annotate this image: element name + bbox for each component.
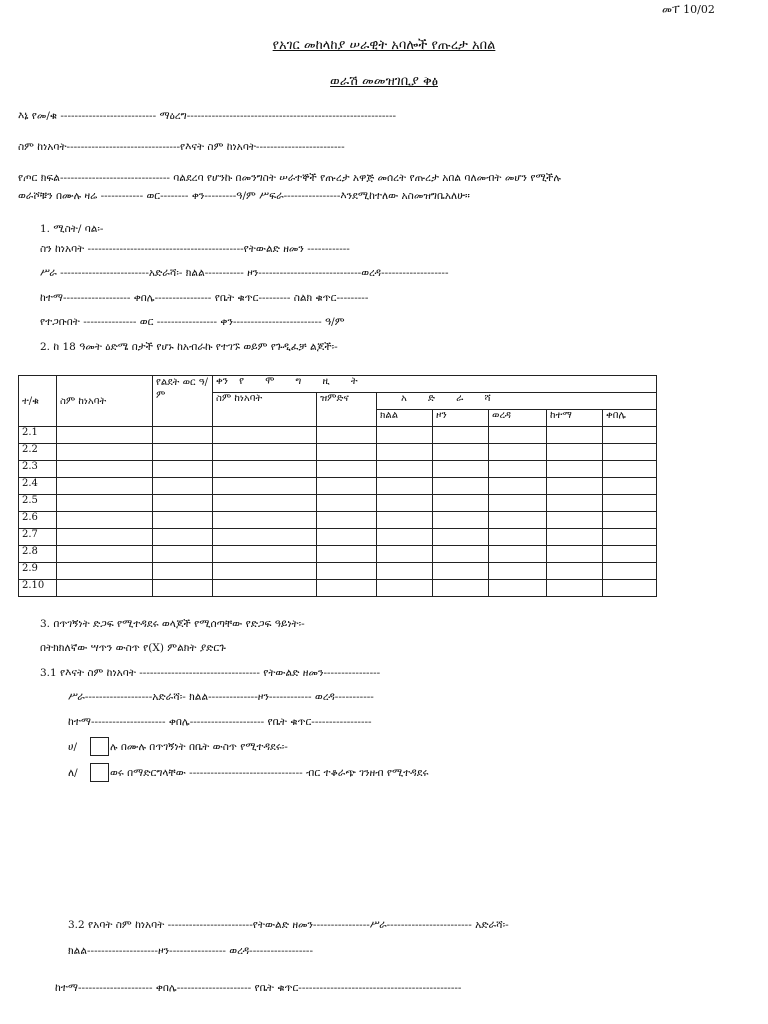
table-cell[interactable] — [377, 427, 433, 444]
table-cell[interactable] — [603, 546, 657, 563]
table-cell[interactable] — [57, 427, 153, 444]
table-cell[interactable] — [377, 580, 433, 597]
table-cell[interactable] — [377, 495, 433, 512]
table-cell[interactable] — [433, 444, 489, 461]
col-header-woreda: ወረዳ — [489, 410, 547, 427]
table-cell[interactable] — [603, 529, 657, 546]
row-number: 2.7 — [19, 529, 57, 546]
table-cell[interactable] — [547, 529, 603, 546]
table-cell[interactable] — [317, 461, 377, 478]
table-cell[interactable] — [57, 444, 153, 461]
option-a-prefix: ሀ/ — [68, 741, 78, 753]
col-header-no: ተ/ቁ — [19, 376, 57, 427]
section3-instruction: በትክክለኛው ሣጥን ውስጥ የ(X) ምልክት ያድርጉ — [40, 642, 226, 654]
row-number: 2.4 — [19, 478, 57, 495]
table-cell[interactable] — [547, 546, 603, 563]
table-cell[interactable] — [377, 546, 433, 563]
form-code: መፐ 10/02 — [662, 3, 715, 16]
option-b-checkbox[interactable] — [90, 763, 109, 782]
table-cell[interactable] — [317, 563, 377, 580]
table-cell[interactable] — [377, 478, 433, 495]
table-cell[interactable] — [213, 495, 317, 512]
spouse-line-4: የተጋቡበት --------------- ወር ----------------- ቀን------------------------- ዓ/ም — [40, 316, 345, 328]
table-cell[interactable] — [213, 512, 317, 529]
table-cell[interactable] — [433, 529, 489, 546]
mother-line-3: ከተማ--------------------- ቀበሌ--------------------- የቤት ቁጥር----------------- — [68, 716, 372, 728]
col-header-name: ስም ከነአባት — [57, 376, 153, 427]
table-cell[interactable] — [153, 580, 213, 597]
table-cell[interactable] — [317, 529, 377, 546]
birth-day-label: ቀን — [216, 376, 228, 387]
table-cell[interactable] — [603, 512, 657, 529]
col-header-kebele: ቀበሌ — [603, 410, 657, 427]
option-a-label: ሉ በሙሉ በጥገኝነት በቤት ውስጥ የሚተዳደሩ፡- — [110, 741, 288, 753]
table-cell[interactable] — [57, 461, 153, 478]
table-cell[interactable] — [57, 495, 153, 512]
col-header-birth: የልደት ወር ዓ/ም — [153, 376, 213, 427]
table-cell[interactable] — [317, 478, 377, 495]
col-header-guardian-name: ስም ከነአባት — [213, 393, 317, 427]
spouse-line-2: ሥራ -------------------------አድራሻ፡- ክልል----------- ዞን-----------------------------ወረዳ------------------- — [40, 267, 449, 279]
intro-line-1: እኔ የመ/ቁ --------------------------- ማዕረግ----------------------------------------------------------- — [18, 110, 397, 122]
table-cell[interactable] — [317, 427, 377, 444]
table-cell[interactable] — [57, 529, 153, 546]
table-row — [19, 529, 657, 546]
table-cell[interactable] — [153, 444, 213, 461]
table-row — [19, 478, 657, 495]
table-cell[interactable] — [489, 461, 547, 478]
table-cell[interactable] — [433, 546, 489, 563]
row-number: 2.5 — [19, 495, 57, 512]
table-cell[interactable] — [57, 478, 153, 495]
table-cell[interactable] — [433, 512, 489, 529]
table-cell[interactable] — [213, 461, 317, 478]
spouse-line-3: ከተማ------------------- ቀበሌ---------------- የቤት ቁጥር--------- ስልክ ቁጥር--------- — [40, 292, 369, 304]
form-subtitle: ወራሽ መመዝገቢያ ቅፅ — [330, 74, 438, 89]
row-number: 2.1 — [19, 427, 57, 444]
table-cell[interactable] — [603, 563, 657, 580]
page-title: የአገር መከላከያ ሠራዊት አባሎች የጡረታ አበል — [272, 38, 496, 53]
table-cell[interactable] — [433, 580, 489, 597]
row-number: 2.9 — [19, 563, 57, 580]
table-cell[interactable] — [433, 427, 489, 444]
table-cell[interactable] — [603, 580, 657, 597]
row-number: 2.2 — [19, 444, 57, 461]
table-cell[interactable] — [153, 512, 213, 529]
father-line-2: ክልል--------------------ዞን---------------- ወረዳ------------------ — [68, 945, 314, 957]
table-cell[interactable] — [57, 546, 153, 563]
intro-line-4: ወራሾቹን በሙሉ ዛሬ ------------ ወር-------- ቀን---------ዓ/ም ሥፍራ----------------እንደሚከተለው አስመዝግቤአለሁ። — [18, 190, 470, 202]
table-cell[interactable] — [213, 478, 317, 495]
table-row — [19, 495, 657, 512]
table-cell[interactable] — [547, 495, 603, 512]
table-row — [19, 546, 657, 563]
table-cell[interactable] — [377, 529, 433, 546]
table-cell[interactable] — [317, 546, 377, 563]
father-line-1: 3.2 የአባት ስም ከነአባት ------------------------የትውልድ ዘመን----------------ሥራ------------------------ አድራሻ፡- — [68, 919, 509, 931]
row-number: 2.3 — [19, 461, 57, 478]
table-cell[interactable] — [213, 546, 317, 563]
col-header-region: ክልል — [377, 410, 433, 427]
table-cell[interactable] — [377, 563, 433, 580]
table-row — [19, 512, 657, 529]
table-cell[interactable] — [489, 563, 547, 580]
table-cell[interactable] — [213, 427, 317, 444]
col-header-town: ከተማ — [547, 410, 603, 427]
option-a-checkbox[interactable] — [90, 737, 109, 756]
table-cell[interactable] — [547, 512, 603, 529]
table-cell[interactable] — [377, 444, 433, 461]
father-line-3: ከተማ--------------------- ቀበሌ--------------------- የቤት ቁጥር---------------------------------------------- — [55, 982, 462, 994]
table-cell[interactable] — [153, 529, 213, 546]
table-cell[interactable] — [57, 563, 153, 580]
row-number: 2.10 — [19, 580, 57, 597]
table-cell[interactable] — [317, 580, 377, 597]
children-table — [18, 375, 657, 597]
section2-heading: 2. ከ 18 ዓመት ዕድሜ በታች የሆኑ ከአብራኩ የተገኙ ወይም የጉዲፈቻ ልጆች፡- — [40, 341, 338, 353]
table-row — [19, 427, 657, 444]
table-cell[interactable] — [489, 529, 547, 546]
row-number: 2.6 — [19, 512, 57, 529]
table-row — [19, 461, 657, 478]
mother-line-1: 3.1 የእናት ስም ከነአባት ---------------------------------- የትውልድ ዘመን---------------- — [40, 667, 381, 679]
table-cell[interactable] — [377, 461, 433, 478]
table-cell[interactable] — [213, 563, 317, 580]
spouse-line-1: ስን ከነአባት --------------------------------------------የትውልድ ዘመን ------------ — [40, 243, 350, 255]
table-cell[interactable] — [547, 461, 603, 478]
table-cell[interactable] — [489, 580, 547, 597]
row-number: 2.8 — [19, 546, 57, 563]
intro-line-2: ስም ከነአባት--------------------------------የእናት ስም ከነአባት------------------------- — [18, 141, 345, 153]
table-cell[interactable] — [213, 580, 317, 597]
table-row — [19, 444, 657, 461]
section1-heading: 1. ሚስት/ ባል፡- — [40, 223, 104, 235]
table-cell[interactable] — [433, 563, 489, 580]
table-cell[interactable] — [57, 512, 153, 529]
guardian-group-header — [213, 376, 657, 393]
table-row — [19, 580, 657, 597]
table-cell[interactable] — [153, 495, 213, 512]
table-cell[interactable] — [547, 563, 603, 580]
table-cell[interactable] — [153, 563, 213, 580]
option-b-prefix: ለ/ — [68, 767, 78, 779]
table-cell[interactable] — [489, 546, 547, 563]
table-cell[interactable] — [377, 512, 433, 529]
table-cell[interactable] — [57, 580, 153, 597]
table-cell[interactable] — [547, 478, 603, 495]
mother-line-2: ሥራ-------------------አድራሻ፡- ክልል--------------ዞን------------ ወረዳ----------- — [68, 691, 374, 703]
table-cell[interactable] — [547, 580, 603, 597]
option-b-label: ወሩ በማድርግላቸው -------------------------------- ብር ተቆራጭ ገንዘብ የሚተዳደሩ — [110, 767, 429, 779]
intro-line-3: የጦር ክፍል------------------------------- ባልደረባ የሆንኩ በመንግስት ሠራተኞች የጡረታ አዋጅ መሰረት የጡረታ አበል ባለመብት መሆን የሚችሉ — [18, 172, 561, 184]
col-header-zone: ዞን — [433, 410, 489, 427]
table-cell[interactable] — [603, 478, 657, 495]
table-cell[interactable] — [153, 546, 213, 563]
table-cell[interactable] — [603, 427, 657, 444]
table-cell[interactable] — [153, 461, 213, 478]
table-cell[interactable] — [547, 444, 603, 461]
col-header-relation: ዝምድና — [317, 393, 377, 427]
table-cell[interactable] — [489, 495, 547, 512]
guardian-group-label: የ ሞ ግ ዚ ት — [239, 376, 367, 387]
table-row — [19, 563, 657, 580]
table-cell[interactable] — [317, 512, 377, 529]
table-cell[interactable] — [433, 461, 489, 478]
table-cell[interactable] — [489, 478, 547, 495]
table-cell[interactable] — [153, 427, 213, 444]
table-cell[interactable] — [603, 461, 657, 478]
table-cell[interactable] — [489, 444, 547, 461]
address-group-header: አ ድ ራ ሻ — [377, 393, 657, 410]
table-cell[interactable] — [433, 478, 489, 495]
table-cell[interactable] — [317, 444, 377, 461]
table-cell[interactable] — [603, 444, 657, 461]
table-cell[interactable] — [547, 427, 603, 444]
table-cell[interactable] — [489, 512, 547, 529]
section3-heading: 3. በጥገኝነት ድጋፍ የሚተዳደሩ ወላጆች የሚሰጣቸው የድጋፍ ዓይነት፡- — [40, 618, 305, 630]
table-cell[interactable] — [213, 529, 317, 546]
table-cell[interactable] — [317, 495, 377, 512]
table-cell[interactable] — [489, 427, 547, 444]
table-cell[interactable] — [603, 495, 657, 512]
table-cell[interactable] — [213, 444, 317, 461]
table-cell[interactable] — [153, 478, 213, 495]
table-cell[interactable] — [433, 495, 489, 512]
